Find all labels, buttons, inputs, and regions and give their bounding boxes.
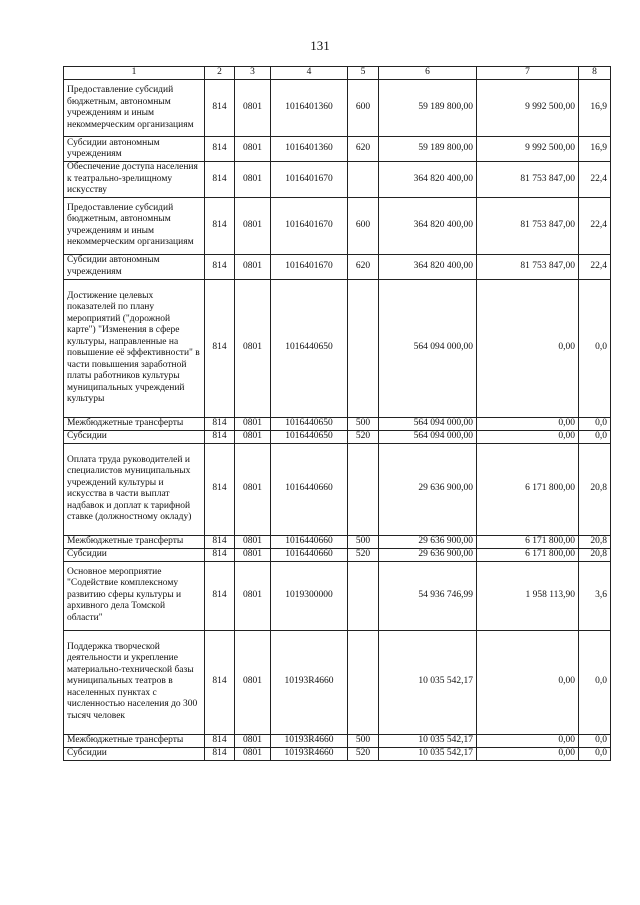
header-cell: 7: [477, 67, 579, 80]
row-name: Субсидии: [64, 747, 205, 760]
row-section-code: 0801: [235, 137, 271, 162]
row-name: Субсидии: [64, 430, 205, 443]
row-expense-type: 520: [348, 747, 379, 760]
row-executed-amount: 0,00: [477, 734, 579, 747]
row-target-code: 1016440650: [271, 430, 348, 443]
row-plan-amount: 54 936 746,99: [379, 561, 477, 630]
row-percent: 0,0: [579, 630, 611, 734]
table-row: [64, 443, 611, 535]
row-executed-amount: 81 753 847,00: [477, 254, 579, 279]
row-plan-amount: 29 636 900,00: [379, 535, 477, 548]
row-plan-amount: 10 035 542,17: [379, 630, 477, 734]
table-row: [64, 535, 611, 548]
row-expense-type: [348, 162, 379, 198]
row-executed-amount: 0,00: [477, 279, 579, 417]
table-row: [64, 548, 611, 561]
row-percent: 22,4: [579, 254, 611, 279]
row-percent: 20,8: [579, 548, 611, 561]
row-target-code: 1019300000: [271, 561, 348, 630]
row-expense-type: 500: [348, 734, 379, 747]
page-number: 131: [310, 38, 330, 53]
header-cell: 5: [348, 67, 379, 80]
row-plan-amount: 10 035 542,17: [379, 747, 477, 760]
row-executed-amount: 81 753 847,00: [477, 162, 579, 198]
row-percent: 16,9: [579, 80, 611, 137]
row-admin-code: 814: [205, 137, 235, 162]
row-section-code: 0801: [235, 443, 271, 535]
row-admin-code: 814: [205, 443, 235, 535]
row-admin-code: 814: [205, 162, 235, 198]
row-target-code: 1016401670: [271, 162, 348, 198]
row-target-code: 1016440660: [271, 535, 348, 548]
row-expense-type: [348, 561, 379, 630]
row-plan-amount: 59 189 800,00: [379, 80, 477, 137]
row-target-code: 1016440650: [271, 417, 348, 430]
row-name: Предоставление субсидий бюджетным, автономным учреждениям и иным некоммерческим организациям: [64, 80, 205, 137]
row-percent: 0,0: [579, 734, 611, 747]
row-name: Межбюджетные трансферты: [64, 734, 205, 747]
header-cell: 8: [579, 67, 611, 80]
row-plan-amount: 564 094 000,00: [379, 430, 477, 443]
header-cell: 1: [64, 67, 205, 80]
row-executed-amount: 6 171 800,00: [477, 443, 579, 535]
row-percent: 22,4: [579, 197, 611, 254]
row-executed-amount: 9 992 500,00: [477, 80, 579, 137]
row-section-code: 0801: [235, 197, 271, 254]
header-cell: 6: [379, 67, 477, 80]
row-expense-type: 520: [348, 548, 379, 561]
row-target-code: 1016401670: [271, 197, 348, 254]
table-row: [64, 137, 611, 162]
row-section-code: 0801: [235, 254, 271, 279]
row-section-code: 0801: [235, 80, 271, 137]
row-executed-amount: 0,00: [477, 630, 579, 734]
row-expense-type: 520: [348, 430, 379, 443]
table-row: [64, 279, 611, 417]
row-target-code: 10193R4660: [271, 734, 348, 747]
row-percent: 20,8: [579, 443, 611, 535]
row-section-code: 0801: [235, 417, 271, 430]
row-admin-code: 814: [205, 630, 235, 734]
row-plan-amount: 364 820 400,00: [379, 162, 477, 198]
table-row: [64, 80, 611, 137]
row-percent: 0,0: [579, 747, 611, 760]
row-admin-code: 814: [205, 548, 235, 561]
row-section-code: 0801: [235, 430, 271, 443]
header-cell: 3: [235, 67, 271, 80]
row-section-code: 0801: [235, 548, 271, 561]
table-row: [64, 561, 611, 630]
row-executed-amount: 6 171 800,00: [477, 535, 579, 548]
table-row: [64, 734, 611, 747]
header-cell: 2: [205, 67, 235, 80]
row-executed-amount: 0,00: [477, 417, 579, 430]
row-name: Основное мероприятие "Содействие комплексному развитию сферы культуры и архивного дела Томской области": [64, 561, 205, 630]
row-name: Оплата труда руководителей и специалистов муниципальных учреждений культуры и искусства в части выплат надбавок и доплат к тарифной ставке (должностному окладу): [64, 443, 205, 535]
row-expense-type: [348, 443, 379, 535]
row-target-code: 10193R4660: [271, 630, 348, 734]
row-admin-code: 814: [205, 254, 235, 279]
row-section-code: 0801: [235, 561, 271, 630]
row-name: Достижение целевых показателей по плану мероприятий ("дорожной карте") "Изменения в сфере культуры, направленные на повышение её эффективности" в части повышения заработной платы работников культуры муниципальных учреждений культуры: [64, 279, 205, 417]
table-row: [64, 630, 611, 734]
row-name: Субсидии: [64, 548, 205, 561]
row-expense-type: 500: [348, 535, 379, 548]
row-target-code: 1016401360: [271, 137, 348, 162]
row-admin-code: 814: [205, 535, 235, 548]
table-row: [64, 197, 611, 254]
row-admin-code: 814: [205, 430, 235, 443]
row-expense-type: [348, 279, 379, 417]
row-section-code: 0801: [235, 279, 271, 417]
row-target-code: 1016440660: [271, 548, 348, 561]
row-section-code: 0801: [235, 630, 271, 734]
row-expense-type: 600: [348, 80, 379, 137]
header-cell: 4: [271, 67, 348, 80]
row-executed-amount: 1 958 113,90: [477, 561, 579, 630]
row-admin-code: 814: [205, 747, 235, 760]
row-admin-code: 814: [205, 197, 235, 254]
row-admin-code: 814: [205, 417, 235, 430]
table-row: [64, 430, 611, 443]
table-row: [64, 747, 611, 760]
row-executed-amount: 81 753 847,00: [477, 197, 579, 254]
row-name: Межбюджетные трансферты: [64, 535, 205, 548]
row-percent: 0,0: [579, 279, 611, 417]
row-target-code: 1016440650: [271, 279, 348, 417]
row-executed-amount: 9 992 500,00: [477, 137, 579, 162]
row-percent: 0,0: [579, 417, 611, 430]
row-admin-code: 814: [205, 561, 235, 630]
row-expense-type: 600: [348, 197, 379, 254]
row-admin-code: 814: [205, 80, 235, 137]
row-target-code: 10193R4660: [271, 747, 348, 760]
row-percent: 22,4: [579, 162, 611, 198]
row-target-code: 1016440660: [271, 443, 348, 535]
row-section-code: 0801: [235, 734, 271, 747]
table-header-row: [64, 67, 611, 80]
row-plan-amount: 59 189 800,00: [379, 137, 477, 162]
row-executed-amount: 6 171 800,00: [477, 548, 579, 561]
row-plan-amount: 564 094 000,00: [379, 417, 477, 430]
row-name: Поддержка творческой деятельности и укрепление материально-технической базы муниципальных театров в населенных пунктах с численностью населения до 300 тысяч человек: [64, 630, 205, 734]
row-admin-code: 814: [205, 279, 235, 417]
row-executed-amount: 0,00: [477, 747, 579, 760]
table-row: [64, 162, 611, 198]
row-expense-type: 620: [348, 254, 379, 279]
budget-table: [63, 66, 611, 761]
row-name: Субсидии автономным учреждениям: [64, 137, 205, 162]
table-row: [64, 417, 611, 430]
row-section-code: 0801: [235, 162, 271, 198]
row-target-code: 1016401360: [271, 80, 348, 137]
row-plan-amount: 564 094 000,00: [379, 279, 477, 417]
row-name: Обеспечение доступа населения к театрально-зрелищному искусству: [64, 162, 205, 198]
row-plan-amount: 29 636 900,00: [379, 443, 477, 535]
row-expense-type: 500: [348, 417, 379, 430]
row-percent: 3,6: [579, 561, 611, 630]
row-expense-type: 620: [348, 137, 379, 162]
row-percent: 0,0: [579, 430, 611, 443]
row-section-code: 0801: [235, 535, 271, 548]
row-plan-amount: 364 820 400,00: [379, 254, 477, 279]
table-body: [64, 80, 611, 761]
row-target-code: 1016401670: [271, 254, 348, 279]
row-percent: 20,8: [579, 535, 611, 548]
row-plan-amount: 10 035 542,17: [379, 734, 477, 747]
row-section-code: 0801: [235, 747, 271, 760]
row-name: Предоставление субсидий бюджетным, автономным учреждениям и иным некоммерческим организациям: [64, 197, 205, 254]
row-executed-amount: 0,00: [477, 430, 579, 443]
row-plan-amount: 364 820 400,00: [379, 197, 477, 254]
row-expense-type: [348, 630, 379, 734]
table-row: [64, 254, 611, 279]
row-name: Субсидии автономным учреждениям: [64, 254, 205, 279]
row-percent: 16,9: [579, 137, 611, 162]
row-admin-code: 814: [205, 734, 235, 747]
row-plan-amount: 29 636 900,00: [379, 548, 477, 561]
row-name: Межбюджетные трансферты: [64, 417, 205, 430]
